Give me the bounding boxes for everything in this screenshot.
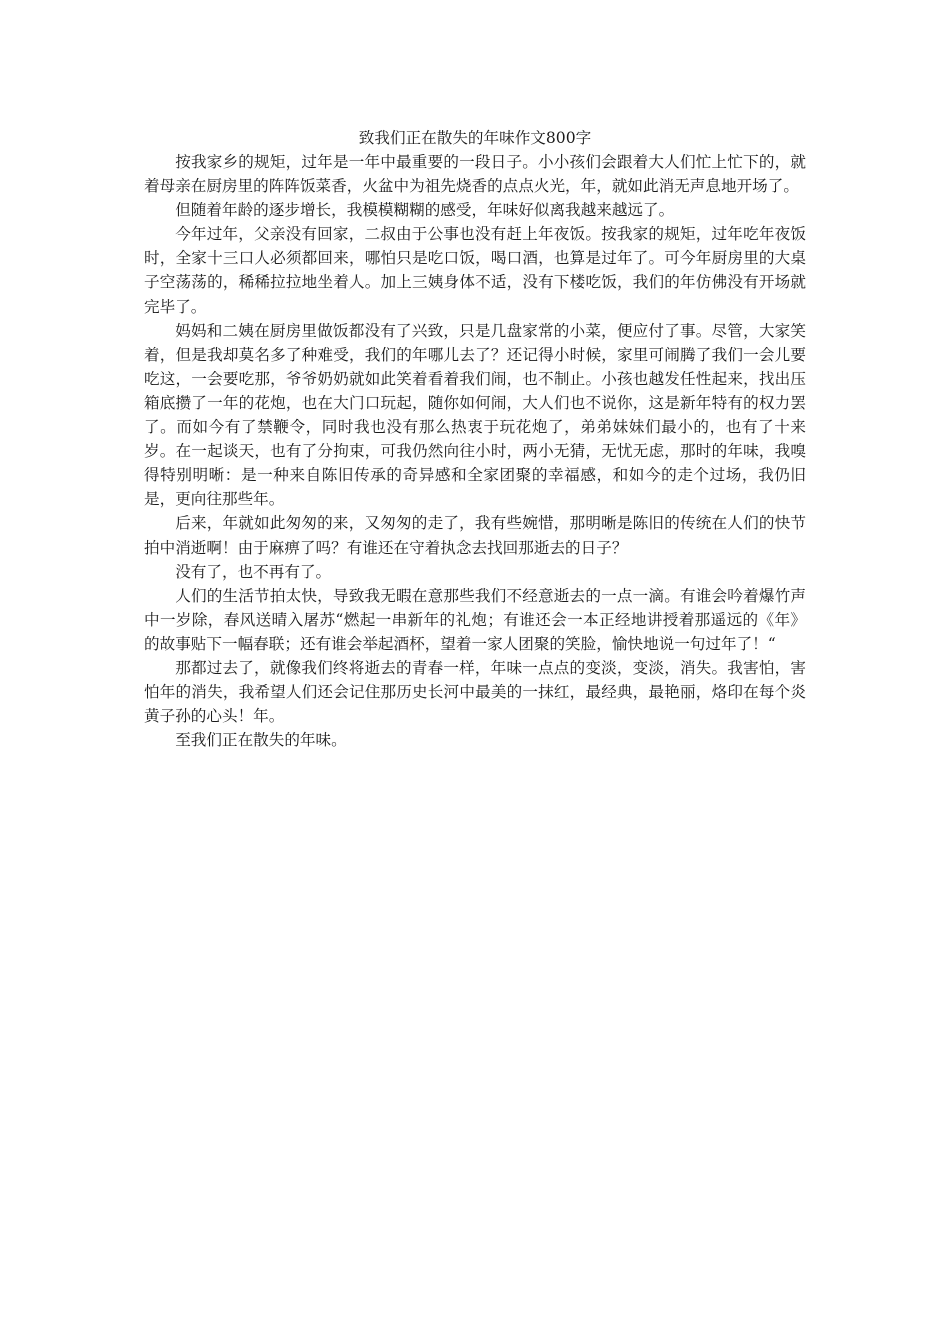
document-body xyxy=(144,126,806,752)
paragraph-7: 人们的生活节拍太快，导致我无暇在意那些我们不经意逝去的一点一滴。有谁会吟着爆竹声中一岁除，春风送晴入屠苏“燃起一串新年的礼炮；有谁还会一本正经地讲授着那遥远的《年》的故事贴下一幅春联；还有谁会举起酒杯，望着一家人团聚的笑脸，愉快地说一句过年了！“ xyxy=(144,586,806,653)
paragraph-2: 但随着年龄的逐步增长，我模模糊糊的感受，年味好似离我越来越远了。 xyxy=(175,201,675,220)
paragraph-4: 妈妈和二姨在厨房里做饭都没有了兴致，只是几盘家常的小菜，便应付了事。尽管，大家笑着，但是我却莫名多了种难受，我们的年哪儿去了？还记得小时候，家里可闹腾了我们一会儿要吃这，一会要吃那，爷爷奶奶就如此笑着看着我们闹，也不制止。小孩也越发任性起来，找出压箱底攒了一年的花炮，也在大门口玩起，随你如何闹，大人们也不说你，这是新年特有的权力罢了。而如今有了禁鞭令，同时我也没有那么热衷于玩花炮了，弟弟妹妹们最小的，也有了十来岁。在一起谈天，也有了分拘束，可我仍然向往小时，两小无猜，无忧无虑，那时的年味，我嗅得特别明晰：是一种来自陈旧传承的奇异感和全家团聚的幸福感，和如今的走个过场，我仍旧是，更向往那些年。 xyxy=(144,321,806,509)
paragraph-8: 那都过去了，就像我们终将逝去的青春一样，年味一点点的变淡，变淡，消失。我害怕，害怕年的消失，我希望人们还会记住那历史长河中最美的一抹红，最经典，最艳丽，烙印在每个炎黄子孙的心头！年。 xyxy=(144,658,806,726)
paragraph-1: 按我家乡的规矩，过年是一年中最重要的一段日子。小小孩们会跟着大人们忙上忙下的，就着母亲在厨房里的阵阵饭菜香，火盆中为祖先烧香的点点火光，年，就如此消无声息地开场了。 xyxy=(144,153,806,196)
paragraph-6: 没有了，也不再有了。 xyxy=(175,562,332,581)
paragraph-5: 后来，年就如此匆匆的来，又匆匆的走了，我有些婉惜，那明晰是陈旧的传统在人们的快节拍中消逝啊！由于麻痹了吗？有谁还在守着执念去找回那逝去的日子？ xyxy=(144,514,806,557)
document-title: 致我们正在散失的年味作文800字 xyxy=(358,129,592,147)
paragraph-3: 今年过年，父亲没有回家，二叔由于公事也没有赶上年夜饭。按我家的规矩，过年吃年夜饭时，全家十三口人必须都回来，哪怕只是吃口饭，喝口酒，也算是过年了。可今年厨房里的大桌子空荡荡的，稀稀拉拉地坐着人。加上三姨身体不适，没有下楼吃饭，我们的年仿佛没有开场就完毕了。 xyxy=(144,225,806,316)
paragraph-9: 至我们正在散失的年味。 xyxy=(175,731,347,750)
